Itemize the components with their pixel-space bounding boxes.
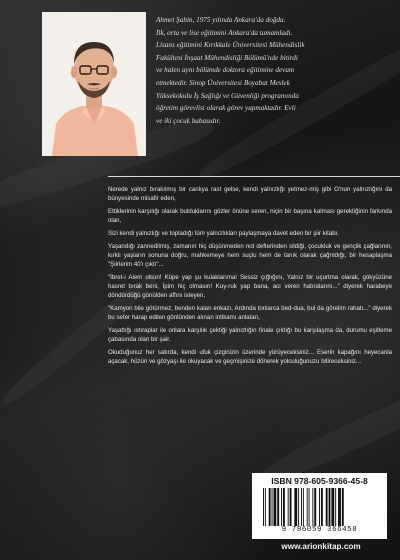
barcode-bar [263,488,264,526]
description-paragraph: Okuduğunuz her satırda, kendi ufuk çizginizin üzerinde yürüyeceksiniz... Eserin kapağını heyecanla açacak, hüzün ve gözyaşı ile okuyacak ve geçmişinize dönerek yolculuğunuzu bitireceksiniz... [108,348,392,365]
bio-line: Ahmet Şahin, 1975 yılında Ankara'da doğdu. [156,16,286,24]
barcode-bar [283,488,285,526]
bio-line: Fakültesi İnşaat Mühendisliği Bölümü'nde bitirdi [156,53,298,62]
book-description [108,186,392,371]
barcode-bar [277,488,279,526]
barcode-bar [272,488,273,526]
barcode-bar [321,488,323,526]
author-biography [156,14,388,127]
bio-line: ve iki çocuk babasıdır. [156,116,221,125]
description-paragraph: Sizi kendi yalnızlığı ve topladığı tüm yalnızlıkları paylaşmaya davet eden bir şiir kitabı. [108,230,339,237]
bio-line: Yüksekokulu İş Sağlığı ve Güvenliği programında [156,91,299,100]
barcode-bar [319,488,320,526]
description-paragraph: Yaşattığı ıstıraplar ile onlara karşılık çektiği yalnızlığın finale çıktığı bu karşılaşma da, durumu eşitleme çabasında olan bir şair. [108,326,392,343]
barcode-bar [290,488,292,526]
barcode-bar [265,488,266,526]
bio-line: etmektedir. Sinop Üniversitesi Boyabat Meslek [156,78,290,87]
barcode-bar [288,488,289,526]
barcode-bar [294,488,297,526]
bio-line: İlk, orta ve lise eğitimini Ankara'da tamamladı. [156,28,293,37]
barcode-bar [303,488,304,526]
barcode-bar [314,488,316,526]
barcode-bar [335,488,336,526]
publisher-website: www.arionkitap.com [281,542,361,551]
barcode-bar [273,488,276,526]
barcode-bar [331,488,334,526]
barcode-bar [326,488,328,526]
barcode-bar [312,488,313,526]
section-divider [108,176,400,177]
author-portrait-image [42,12,146,156]
barcode-bar [329,488,331,526]
bio-line: öğretim görevlisi olarak görev yapmaktadır. Evli [156,104,296,113]
barcode-bar [338,488,341,526]
barcode-bar [307,488,308,526]
description-paragraph: "Kamyon bile götürmez, benden kalan enkazı, Ardında tonlarca bed-dua, bul da görelim rahatı..." diyerek bu sefer harap edilen gönlünden alınan intikamı anlatan, [108,304,392,321]
barcode-bar [298,488,299,526]
barcode-bar [309,488,310,526]
barcode-bar [342,488,344,526]
description-paragraph: Nerede yalnız bırakılmış bir canlıya rast gelse, kendi yalnızlığı yetmez-miş gibi O'nun yalnızlığını da bünyesinde misafir eden, [108,186,392,202]
barcode-digits: 9 786059 366458 [281,526,358,534]
barcode-bar [281,488,282,526]
description-paragraph: Yaşandığı zannedilmiş, zamanın hiç düşünmeden not defterinden sildiği, çocukluk ve gençlik çağlarının, kırklı yaşların sonuna doğru, mahkemeye hem suçlu hem de tanık olarak çağrıldığı, bir hesaplaşma "Şiirlerim 40'ı çıktı"... [108,243,392,268]
bio-line: ve halen aynı bölümde doktora eğitimine devam [156,66,295,75]
barcode-icon [261,488,378,526]
description-paragraph: Ettiklerinin karşılığı olarak bulduklarını gözler önüne seren, niçin bir başına kalması gerektiğinin farkında olan, [108,208,392,224]
barcode-bar [301,488,302,526]
author-photo [42,12,146,156]
description-paragraph: "İbret-i Alem olsun! Küpe yap şu kulaklarıma! Sessiz çığlığını, Yalnız bir uçurtma olarak, gökyüzüne hasret bırak beni, İpim hiç olmasın! Kuy-ruk yap bana, acı veren hatıralarını..." diyerek harabeye döndürdüğü gönülden affını isteyen, [108,274,392,299]
isbn-barcode-box [252,473,387,539]
bio-line: Lisans eğitimini Kırıkkale Üniversitesi Mühendislik [156,41,305,50]
barcode-bar [269,488,271,526]
isbn-label: ISBN 978-605-9366-45-8 [271,476,368,486]
